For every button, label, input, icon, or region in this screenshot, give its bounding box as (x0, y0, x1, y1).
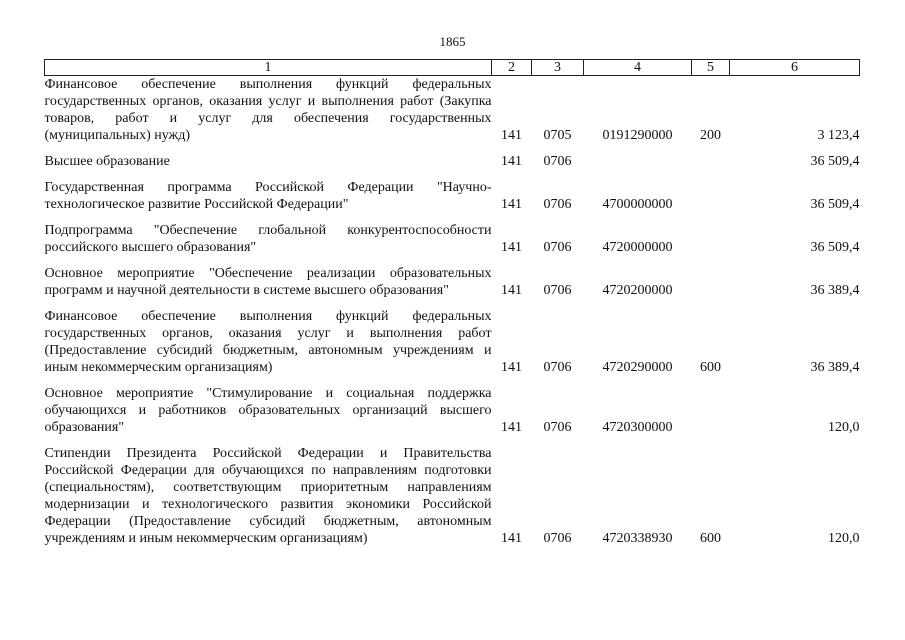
row-target-code: 4700000000 (602, 197, 673, 212)
row-section-code: 0706 (543, 531, 572, 546)
column-header-3: 3 (532, 60, 584, 76)
row-target-code: 0191290000 (602, 128, 673, 143)
row-expense-type: 600 (700, 531, 721, 546)
column-header-2: 2 (492, 60, 532, 76)
page-number: 1865 (439, 34, 466, 49)
table-row (45, 76, 860, 145)
row-section-code: 0706 (543, 240, 572, 255)
column-header-5: 5 (692, 60, 730, 76)
column-header-6: 6 (730, 60, 860, 76)
row-name: Основное мероприятие "Стимулирование и социальная поддержка обучающихся и работников образовательных организаций высшего образования" (44, 386, 492, 435)
row-name: Стипендии Президента Российской Федерации и Правительства Российской Федерации для обучающихся по направлениям подготовки (специальностям), соответствующим приоритетным направлениям модернизации и технологического развития экономики Российской Федерации (Предоставление субсидий бюджетным, автономным учреждениям и иным некоммерческим организациям) (44, 446, 492, 546)
row-amount: 36 389,4 (810, 360, 860, 375)
row-expense-type (692, 213, 730, 256)
budget-table (44, 59, 860, 547)
row-section-code: 0706 (543, 420, 572, 435)
row-ministry-code: 141 (501, 283, 522, 298)
row-amount: 36 509,4 (810, 240, 860, 255)
row-amount: 3 123,4 (817, 128, 860, 143)
row-target-code: 4720200000 (602, 283, 673, 298)
row-amount: 36 509,4 (810, 197, 860, 212)
table-row (45, 256, 860, 299)
row-section-code: 0706 (543, 154, 572, 169)
row-expense-type: 200 (700, 128, 721, 143)
row-expense-type (692, 144, 730, 170)
row-section-code: 0706 (543, 283, 572, 298)
row-name: Финансовое обеспечение выполнения функций федеральных государственных органов, оказания услуг и выполнения работ (Предоставление субсидий бюджетным, автономным учреждениям и иным некоммерческим организациям) (44, 309, 492, 375)
row-expense-type (692, 170, 730, 213)
row-ministry-code: 141 (501, 531, 522, 546)
row-ministry-code: 141 (501, 240, 522, 255)
row-amount: 36 509,4 (810, 154, 860, 169)
row-target-code (584, 144, 692, 170)
row-ministry-code: 141 (501, 197, 522, 212)
row-amount: 36 389,4 (810, 283, 860, 298)
row-ministry-code: 141 (501, 154, 522, 169)
table-row (45, 376, 860, 436)
row-ministry-code: 141 (501, 128, 522, 143)
table-row (45, 170, 860, 213)
row-ministry-code: 141 (501, 420, 522, 435)
row-name: Подпрограмма "Обеспечение глобальной конкурентоспособности российского высшего образования" (44, 223, 492, 255)
column-header-4: 4 (584, 60, 692, 76)
table-row (45, 299, 860, 376)
row-expense-type (692, 256, 730, 299)
row-ministry-code: 141 (501, 360, 522, 375)
row-target-code: 4720338930 (602, 531, 673, 546)
row-amount: 120,0 (828, 420, 860, 435)
table-row (45, 144, 860, 170)
row-name: Основное мероприятие "Обеспечение реализации образовательных программ и научной деятельности в системе высшего образования" (44, 266, 492, 298)
row-name: Государственная программа Российской Федерации "Научно-технологическое развитие Российской Федерации" (44, 180, 492, 212)
row-target-code: 4720290000 (602, 360, 673, 375)
column-header-1: 1 (45, 60, 492, 76)
row-expense-type: 600 (700, 360, 721, 375)
row-section-code: 0706 (543, 360, 572, 375)
row-target-code: 4720000000 (602, 240, 673, 255)
row-name: Финансовое обеспечение выполнения функций федеральных государственных органов, оказания услуг и выполнения работ (Закупка товаров, работ и услуг для обеспечения государственных (муниципальных) нужд) (44, 77, 492, 143)
row-section-code: 0705 (543, 128, 572, 143)
row-expense-type (692, 376, 730, 436)
column-header-row (45, 60, 860, 76)
table-row (45, 436, 860, 547)
row-target-code: 4720300000 (602, 420, 673, 435)
row-section-code: 0706 (543, 197, 572, 212)
row-name: Высшее образование (44, 154, 170, 169)
row-amount: 120,0 (828, 531, 860, 546)
table-row (45, 213, 860, 256)
